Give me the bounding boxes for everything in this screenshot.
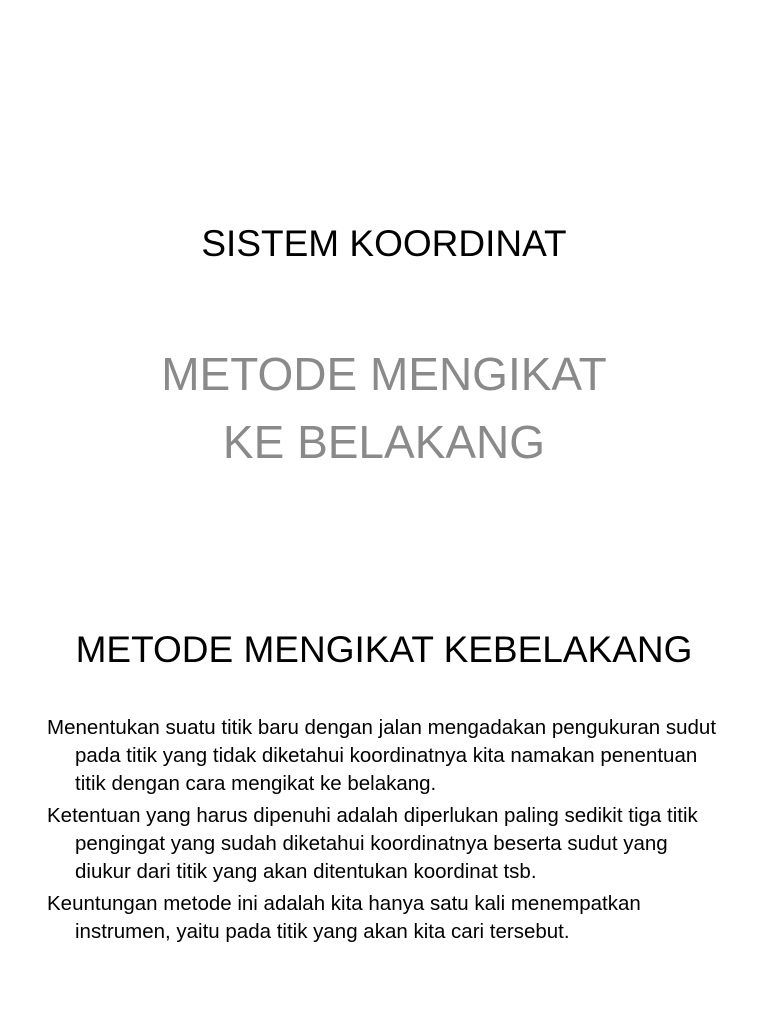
- paragraph-3: Keuntungan metode ini adalah kita hanya satu kali menempatkan instrumen, yaitu pada titik yang akan kita cari tersebut.: [47, 892, 641, 943]
- slide-subtitle: [0, 340, 768, 476]
- content-slide: [0, 576, 768, 1024]
- subtitle-line-2: KE BELAKANG: [222, 416, 546, 468]
- subtitle-line-1: METODE MENGIKAT: [161, 348, 607, 400]
- paragraph-1: Menentukan suatu titik baru dengan jalan mengadakan pengukuran sudut pada titik yang tidak diketahui koordinatnya kita namakan penentuan titik dengan cara mengikat ke belakang.: [47, 716, 717, 795]
- content-slide-title: METODE MENGIKAT KEBELAKANG: [75, 629, 693, 670]
- paragraph-2: Ketentuan yang harus dipenuhi adalah diperlukan paling sedikit tiga titik pengingat yang sudah diketahui koordinatnya beserta sudut yang diukur dari titik yang akan ditentukan koordinat tsb.: [47, 804, 698, 883]
- slide-title: SISTEM KOORDINAT: [201, 223, 567, 264]
- paragraph-list: [47, 714, 727, 950]
